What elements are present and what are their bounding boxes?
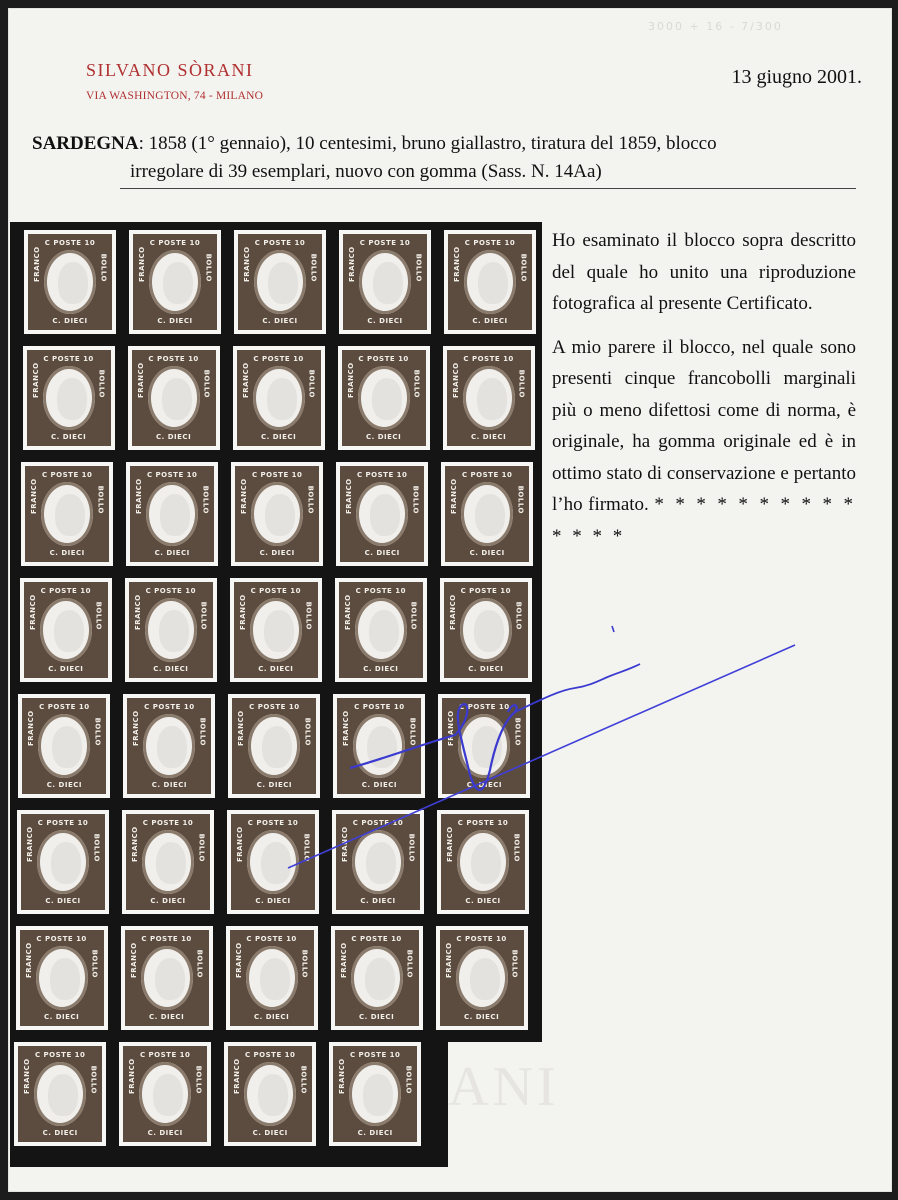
embossed-head	[367, 726, 397, 768]
opinion-text: A mio parere il blocco, nel quale sono presenti cinque francobolli marginali più o meno difettosi come di norma, è originale, ha gomma originale ed è in ottimo stato di conservazione e pertanto l’ho firmato.	[552, 336, 856, 515]
stamp-bottom-text: C. DIECI	[258, 665, 294, 673]
embossed-head	[258, 1074, 288, 1116]
stamp-left-text: FRANCO	[233, 1058, 242, 1094]
stamp-left-text: FRANCO	[447, 710, 456, 746]
stamp	[336, 462, 428, 566]
stamp-right-text: BOLLO	[199, 601, 208, 630]
stamp-left-text: FRANCO	[234, 942, 243, 978]
embossed-head	[163, 262, 193, 304]
embossed-head	[55, 494, 85, 536]
embossed-head	[261, 842, 291, 884]
stamp-top-text: C POSTE 10	[144, 703, 195, 711]
stamp-left-text: FRANCO	[451, 362, 460, 398]
stamp-right-text: BOLLO	[303, 717, 312, 746]
stamp-bottom-text: C. DIECI	[262, 317, 298, 325]
stamp-frame	[336, 814, 420, 910]
stamp-left-text: FRANCO	[33, 246, 41, 282]
stamp-right-text: BOLLO	[304, 601, 313, 630]
stamp	[441, 462, 533, 566]
stamp-top-text: C POSTE 10	[250, 587, 302, 595]
stamp-frame	[340, 466, 424, 562]
stamp-right-text: BOLLO	[307, 369, 316, 398]
embossed-head	[159, 610, 189, 652]
embossed-head	[475, 494, 505, 536]
stamp-bottom-text: C. DIECI	[464, 1013, 500, 1021]
stamp-left-text: FRANCO	[30, 478, 39, 514]
expert-address: VIA WASHINGTON, 74 - MILANO	[86, 90, 264, 102]
expert-name: SILVANO SÒRANI	[86, 60, 254, 80]
stamp-frame	[21, 814, 105, 910]
embossed-head	[157, 726, 187, 768]
stamp-top-text: C POSTE 10	[141, 935, 192, 943]
stamp	[119, 1042, 211, 1146]
stamp-left-text: FRANCO	[448, 594, 457, 630]
stamp-left-text: FRANCO	[342, 710, 351, 746]
stamp-top-text: C POSTE 10	[37, 819, 89, 827]
stamp-right-text: BOLLO	[409, 601, 418, 630]
embossed-head	[265, 494, 295, 536]
stamp-frame	[22, 698, 106, 794]
stamp-right-text: BOLLO	[204, 253, 212, 282]
watermark: ANI	[448, 1056, 560, 1118]
stamp-frame	[235, 466, 319, 562]
stamp-left-text: FRANCO	[241, 362, 250, 398]
stamp-bottom-text: C. DIECI	[48, 665, 84, 673]
embossed-head	[470, 958, 500, 1000]
embossed-head	[474, 610, 504, 652]
description-line2: irregolare di 39 esemplari, nuovo con gomma (Sass. N. 14Aa)	[130, 161, 602, 182]
stamp-right-text: BOLLO	[299, 1065, 308, 1094]
stamp-top-text: C POSTE 10	[464, 239, 516, 247]
embossed-head	[156, 842, 186, 884]
stamp-frame	[234, 582, 318, 678]
embossed-head	[54, 610, 84, 652]
stamp-top-text: C POSTE 10	[457, 819, 509, 827]
stamp-right-text: BOLLO	[198, 717, 207, 746]
stamp-frame	[232, 698, 316, 794]
stamp	[339, 230, 431, 334]
stamp-left-text: FRANCO	[31, 362, 40, 398]
stamp-right-text: BOLLO	[94, 601, 103, 630]
stamp	[20, 578, 112, 682]
embossed-head	[472, 726, 502, 768]
stamp-right-text: BOLLO	[306, 485, 315, 514]
stamp-bottom-text: C. DIECI	[254, 1013, 290, 1021]
stamp	[126, 462, 218, 566]
stamp-right-text: BOLLO	[408, 717, 417, 746]
stamp-top-text: C POSTE 10	[146, 471, 198, 479]
stamp-top-text: C POSTE 10	[463, 355, 514, 363]
stamp	[338, 346, 430, 450]
stamp-right-text: BOLLO	[405, 949, 414, 978]
stamp-right-text: BOLLO	[510, 949, 519, 978]
stamp-bottom-text: C. DIECI	[45, 897, 81, 905]
stamp-left-text: FRANCO	[28, 594, 37, 630]
stamp	[230, 578, 322, 682]
stamp-frame	[447, 350, 531, 446]
stamp-bottom-text: C. DIECI	[366, 433, 402, 441]
stamp-top-text: C POSTE 10	[36, 935, 87, 943]
stamp-top-text: C POSTE 10	[148, 355, 199, 363]
stamp-top-text: C POSTE 10	[139, 1051, 191, 1059]
embossed-head	[264, 610, 294, 652]
stamp	[224, 1042, 316, 1146]
stamp	[329, 1042, 421, 1146]
stamp-bottom-text: C. DIECI	[359, 1013, 395, 1021]
embossed-head	[57, 378, 87, 420]
stamp	[436, 926, 528, 1030]
stamp-top-text: C POSTE 10	[34, 1051, 86, 1059]
stamp-top-text: C POSTE 10	[142, 819, 194, 827]
stamp	[128, 346, 220, 450]
stamp-bottom-text: C. DIECI	[252, 1129, 288, 1137]
stamp-right-text: BOLLO	[412, 369, 421, 398]
stamp-top-text: C POSTE 10	[460, 587, 512, 595]
stamp-left-text: FRANCO	[132, 710, 141, 746]
stamp-right-text: BOLLO	[407, 833, 415, 862]
embossed-head	[58, 262, 88, 304]
stamp-bottom-text: C. DIECI	[256, 781, 292, 789]
stamp	[226, 926, 318, 1030]
stamp-frame	[339, 582, 423, 678]
stamp-left-text: FRANCO	[338, 1058, 347, 1094]
stamp-left-text: FRANCO	[24, 942, 33, 978]
stamp	[122, 810, 214, 914]
stars-line: * * * * * * * * * * * * * *	[552, 494, 857, 547]
stamp	[332, 810, 424, 914]
stamp	[444, 230, 536, 334]
stamp-right-text: BOLLO	[195, 949, 204, 978]
stamp-right-text: BOLLO	[92, 833, 100, 862]
stamp	[233, 346, 325, 450]
description-underline	[120, 188, 856, 189]
stamp-left-text: FRANCO	[135, 478, 144, 514]
stamp-left-text: FRANCO	[446, 826, 454, 862]
stamp-top-text: C POSTE 10	[249, 703, 300, 711]
stamp-bottom-text: C. DIECI	[471, 433, 507, 441]
stamp-top-text: C POSTE 10	[149, 239, 201, 247]
paragraph-examined: Ho esaminato il blocco sopra descritto del quale ho unito una riproduzione fotografica al presente Certificato.	[552, 230, 856, 314]
stamp	[14, 1042, 106, 1146]
description-line1: : 1858 (1° gennaio), 10 centesimi, bruno giallastro, tiratura del 1859, blocco	[138, 133, 717, 154]
stamp-left-text: FRANCO	[343, 594, 352, 630]
stamp	[443, 346, 535, 450]
stamp-frame	[448, 234, 532, 330]
stamp-left-text: FRANCO	[26, 826, 34, 862]
stamp-bottom-text: C. DIECI	[46, 781, 82, 789]
stamp-right-text: BOLLO	[300, 949, 309, 978]
stamp-top-text: C POSTE 10	[349, 1051, 401, 1059]
stamp-left-text: FRANCO	[240, 478, 249, 514]
stamp-frame	[18, 1046, 102, 1142]
stamp-bottom-text: C. DIECI	[42, 1129, 78, 1137]
stamp-left-text: FRANCO	[138, 246, 146, 282]
stamp-bottom-text: C. DIECI	[149, 1013, 185, 1021]
stamp-right-text: BOLLO	[514, 601, 523, 630]
stamp-bottom-text: C. DIECI	[150, 897, 186, 905]
stamp-top-text: C POSTE 10	[253, 355, 304, 363]
stamp	[16, 926, 108, 1030]
stamp-frame	[230, 930, 314, 1026]
stamp-right-text: BOLLO	[201, 485, 210, 514]
pencil-note: 3000 + 16 - 7/300	[648, 20, 783, 33]
embossed-head	[471, 842, 501, 884]
stamp-right-text: BOLLO	[309, 253, 317, 282]
embossed-head	[262, 726, 292, 768]
certificate-body	[552, 225, 856, 564]
embossed-head	[50, 958, 80, 1000]
stamp-bottom-text: C. DIECI	[147, 1129, 183, 1137]
stamp-left-text: FRANCO	[131, 826, 139, 862]
stamp-right-text: BOLLO	[512, 833, 520, 862]
stamp-top-text: C POSTE 10	[359, 239, 411, 247]
stamp-bottom-text: C. DIECI	[259, 549, 295, 557]
stamp	[231, 462, 323, 566]
stamp-right-text: BOLLO	[202, 369, 211, 398]
stamp-top-text: C POSTE 10	[246, 935, 297, 943]
stamp-top-text: C POSTE 10	[251, 471, 303, 479]
stamp-bottom-text: C. DIECI	[151, 781, 187, 789]
stamp-right-text: BOLLO	[516, 485, 525, 514]
embossed-head	[369, 610, 399, 652]
stamp	[23, 346, 115, 450]
stamp-bottom-text: C. DIECI	[156, 433, 192, 441]
stamp-bottom-text: C. DIECI	[466, 781, 502, 789]
stamp-left-text: FRANCO	[348, 246, 356, 282]
stamp-frame	[444, 582, 528, 678]
stamp-top-text: C POSTE 10	[456, 935, 507, 943]
stamp-top-text: C POSTE 10	[43, 355, 94, 363]
stamp	[21, 462, 113, 566]
stamp-top-text: C POSTE 10	[358, 355, 409, 363]
stamp-bottom-text: C. DIECI	[357, 1129, 393, 1137]
embossed-head	[267, 378, 297, 420]
stamp	[18, 694, 110, 798]
stamp-frame	[24, 582, 108, 678]
embossed-head	[373, 262, 403, 304]
stamp	[437, 810, 529, 914]
stamp-top-text: C POSTE 10	[145, 587, 197, 595]
stamp-frame	[127, 698, 211, 794]
stamp-right-text: BOLLO	[194, 1065, 203, 1094]
stamp-left-text: FRANCO	[136, 362, 145, 398]
stamp-left-text: FRANCO	[238, 594, 247, 630]
stamp-bottom-text: C. DIECI	[363, 665, 399, 673]
stamp	[333, 694, 425, 798]
stamp	[335, 578, 427, 682]
stamp-frame	[123, 1046, 207, 1142]
stamp-top-text: C POSTE 10	[356, 471, 408, 479]
stamp-top-text: C POSTE 10	[461, 471, 513, 479]
stamp-bottom-text: C. DIECI	[157, 317, 193, 325]
country-name: SARDEGNA	[32, 133, 139, 154]
stamp-top-text: C POSTE 10	[355, 587, 407, 595]
stamp-left-text: FRANCO	[128, 1058, 137, 1094]
stamp-top-text: C POSTE 10	[44, 239, 96, 247]
stamp-left-text: FRANCO	[243, 246, 251, 282]
stamp	[440, 578, 532, 682]
stamp-left-text: FRANCO	[444, 942, 453, 978]
embossed-head	[51, 842, 81, 884]
stamp-right-text: BOLLO	[519, 253, 527, 282]
stamp	[121, 926, 213, 1030]
stamp-right-text: BOLLO	[97, 369, 106, 398]
stamp-top-text: C POSTE 10	[39, 703, 90, 711]
stamp-bottom-text: C. DIECI	[49, 549, 85, 557]
stamp-frame	[25, 466, 109, 562]
stamp-frame	[20, 930, 104, 1026]
stamp-top-text: C POSTE 10	[40, 587, 92, 595]
embossed-head	[366, 842, 396, 884]
stamp-bottom-text: C. DIECI	[360, 897, 396, 905]
stamp	[234, 230, 326, 334]
stamp-left-text: FRANCO	[339, 942, 348, 978]
stamp	[438, 694, 530, 798]
embossed-head	[477, 378, 507, 420]
stamp-frame	[27, 350, 111, 446]
stamp-top-text: C POSTE 10	[244, 1051, 296, 1059]
stamp	[24, 230, 116, 334]
embossed-head	[268, 262, 298, 304]
stamp-frame	[343, 234, 427, 330]
stamp-left-text: FRANCO	[133, 594, 142, 630]
stamp-right-text: BOLLO	[96, 485, 105, 514]
stamp-frame	[337, 698, 421, 794]
stamp-bottom-text: C. DIECI	[255, 897, 291, 905]
stamp-right-text: BOLLO	[93, 717, 102, 746]
stamp-right-text: BOLLO	[513, 717, 522, 746]
embossed-head	[370, 494, 400, 536]
stamp-right-text: BOLLO	[89, 1065, 98, 1094]
stamp-right-text: BOLLO	[414, 253, 422, 282]
stamp-left-text: FRANCO	[450, 478, 459, 514]
stamp-top-text: C POSTE 10	[254, 239, 306, 247]
stamp-frame	[126, 814, 210, 910]
stamp-frame	[129, 582, 213, 678]
stamp	[123, 694, 215, 798]
stamp-top-text: C POSTE 10	[41, 471, 93, 479]
stamp-left-text: FRANCO	[346, 362, 355, 398]
stamp-frame	[125, 930, 209, 1026]
stamp-frame	[28, 234, 112, 330]
stamp-frame	[342, 350, 426, 446]
stamp-left-text: FRANCO	[453, 246, 461, 282]
embossed-head	[162, 378, 192, 420]
stamp-top-text: C POSTE 10	[459, 703, 510, 711]
stamp-bottom-text: C. DIECI	[364, 549, 400, 557]
stamp-bottom-text: C. DIECI	[367, 317, 403, 325]
embossed-head	[153, 1074, 183, 1116]
stamp-right-text: BOLLO	[302, 833, 310, 862]
stamp-frame	[333, 1046, 417, 1142]
stamp-right-text: BOLLO	[404, 1065, 413, 1094]
stamp-left-text: FRANCO	[23, 1058, 32, 1094]
embossed-head	[260, 958, 290, 1000]
stamp-frame	[445, 466, 529, 562]
stamp-bottom-text: C. DIECI	[52, 317, 88, 325]
embossed-head	[478, 262, 508, 304]
stamp-frame	[440, 930, 524, 1026]
stamp-frame	[228, 1046, 312, 1142]
stamp-right-text: BOLLO	[90, 949, 99, 978]
block-photograph	[10, 222, 542, 1167]
stamp-left-text: FRANCO	[236, 826, 244, 862]
stamp-right-text: BOLLO	[197, 833, 205, 862]
stamp-bottom-text: C. DIECI	[44, 1013, 80, 1021]
stamp-frame	[133, 234, 217, 330]
embossed-head	[48, 1074, 78, 1116]
stamp-right-text: BOLLO	[517, 369, 526, 398]
stamp-top-text: C POSTE 10	[352, 819, 404, 827]
embossed-head	[52, 726, 82, 768]
stamp-bottom-text: C. DIECI	[154, 549, 190, 557]
stamp-top-text: C POSTE 10	[247, 819, 299, 827]
stamp	[228, 694, 320, 798]
stamp	[129, 230, 221, 334]
stamp-right-text: BOLLO	[411, 485, 420, 514]
stamp-right-text: BOLLO	[99, 253, 107, 282]
stamp-bottom-text: C. DIECI	[51, 433, 87, 441]
stamp-bottom-text: C. DIECI	[472, 317, 508, 325]
stamp-top-text: C POSTE 10	[354, 703, 405, 711]
stamp-left-text: FRANCO	[341, 826, 349, 862]
stamp-frame	[237, 350, 321, 446]
stamp	[227, 810, 319, 914]
stamp	[125, 578, 217, 682]
stamp-left-text: FRANCO	[27, 710, 36, 746]
stamp-description	[32, 130, 856, 186]
stamp	[331, 926, 423, 1030]
embossed-head	[160, 494, 190, 536]
embossed-head	[155, 958, 185, 1000]
stamp-bottom-text: C. DIECI	[468, 665, 504, 673]
embossed-head	[372, 378, 402, 420]
stamp-frame	[441, 814, 525, 910]
stamp-frame	[238, 234, 322, 330]
embossed-head	[363, 1074, 393, 1116]
paragraph-opinion	[552, 332, 856, 553]
stamp-top-text: C POSTE 10	[351, 935, 402, 943]
embossed-head	[365, 958, 395, 1000]
stamp-frame	[442, 698, 526, 794]
stamp-bottom-text: C. DIECI	[361, 781, 397, 789]
stamp-left-text: FRANCO	[345, 478, 354, 514]
stamp-bottom-text: C. DIECI	[465, 897, 501, 905]
stamp-bottom-text: C. DIECI	[261, 433, 297, 441]
stamp-bottom-text: C. DIECI	[469, 549, 505, 557]
stamp-left-text: FRANCO	[237, 710, 246, 746]
stamp-bottom-text: C. DIECI	[153, 665, 189, 673]
stamp-frame	[130, 466, 214, 562]
stamp-frame	[335, 930, 419, 1026]
stamp-frame	[132, 350, 216, 446]
stamp-frame	[231, 814, 315, 910]
certificate-date: 13 giugno 2001.	[731, 66, 862, 88]
stamp	[17, 810, 109, 914]
stamp-left-text: FRANCO	[129, 942, 138, 978]
